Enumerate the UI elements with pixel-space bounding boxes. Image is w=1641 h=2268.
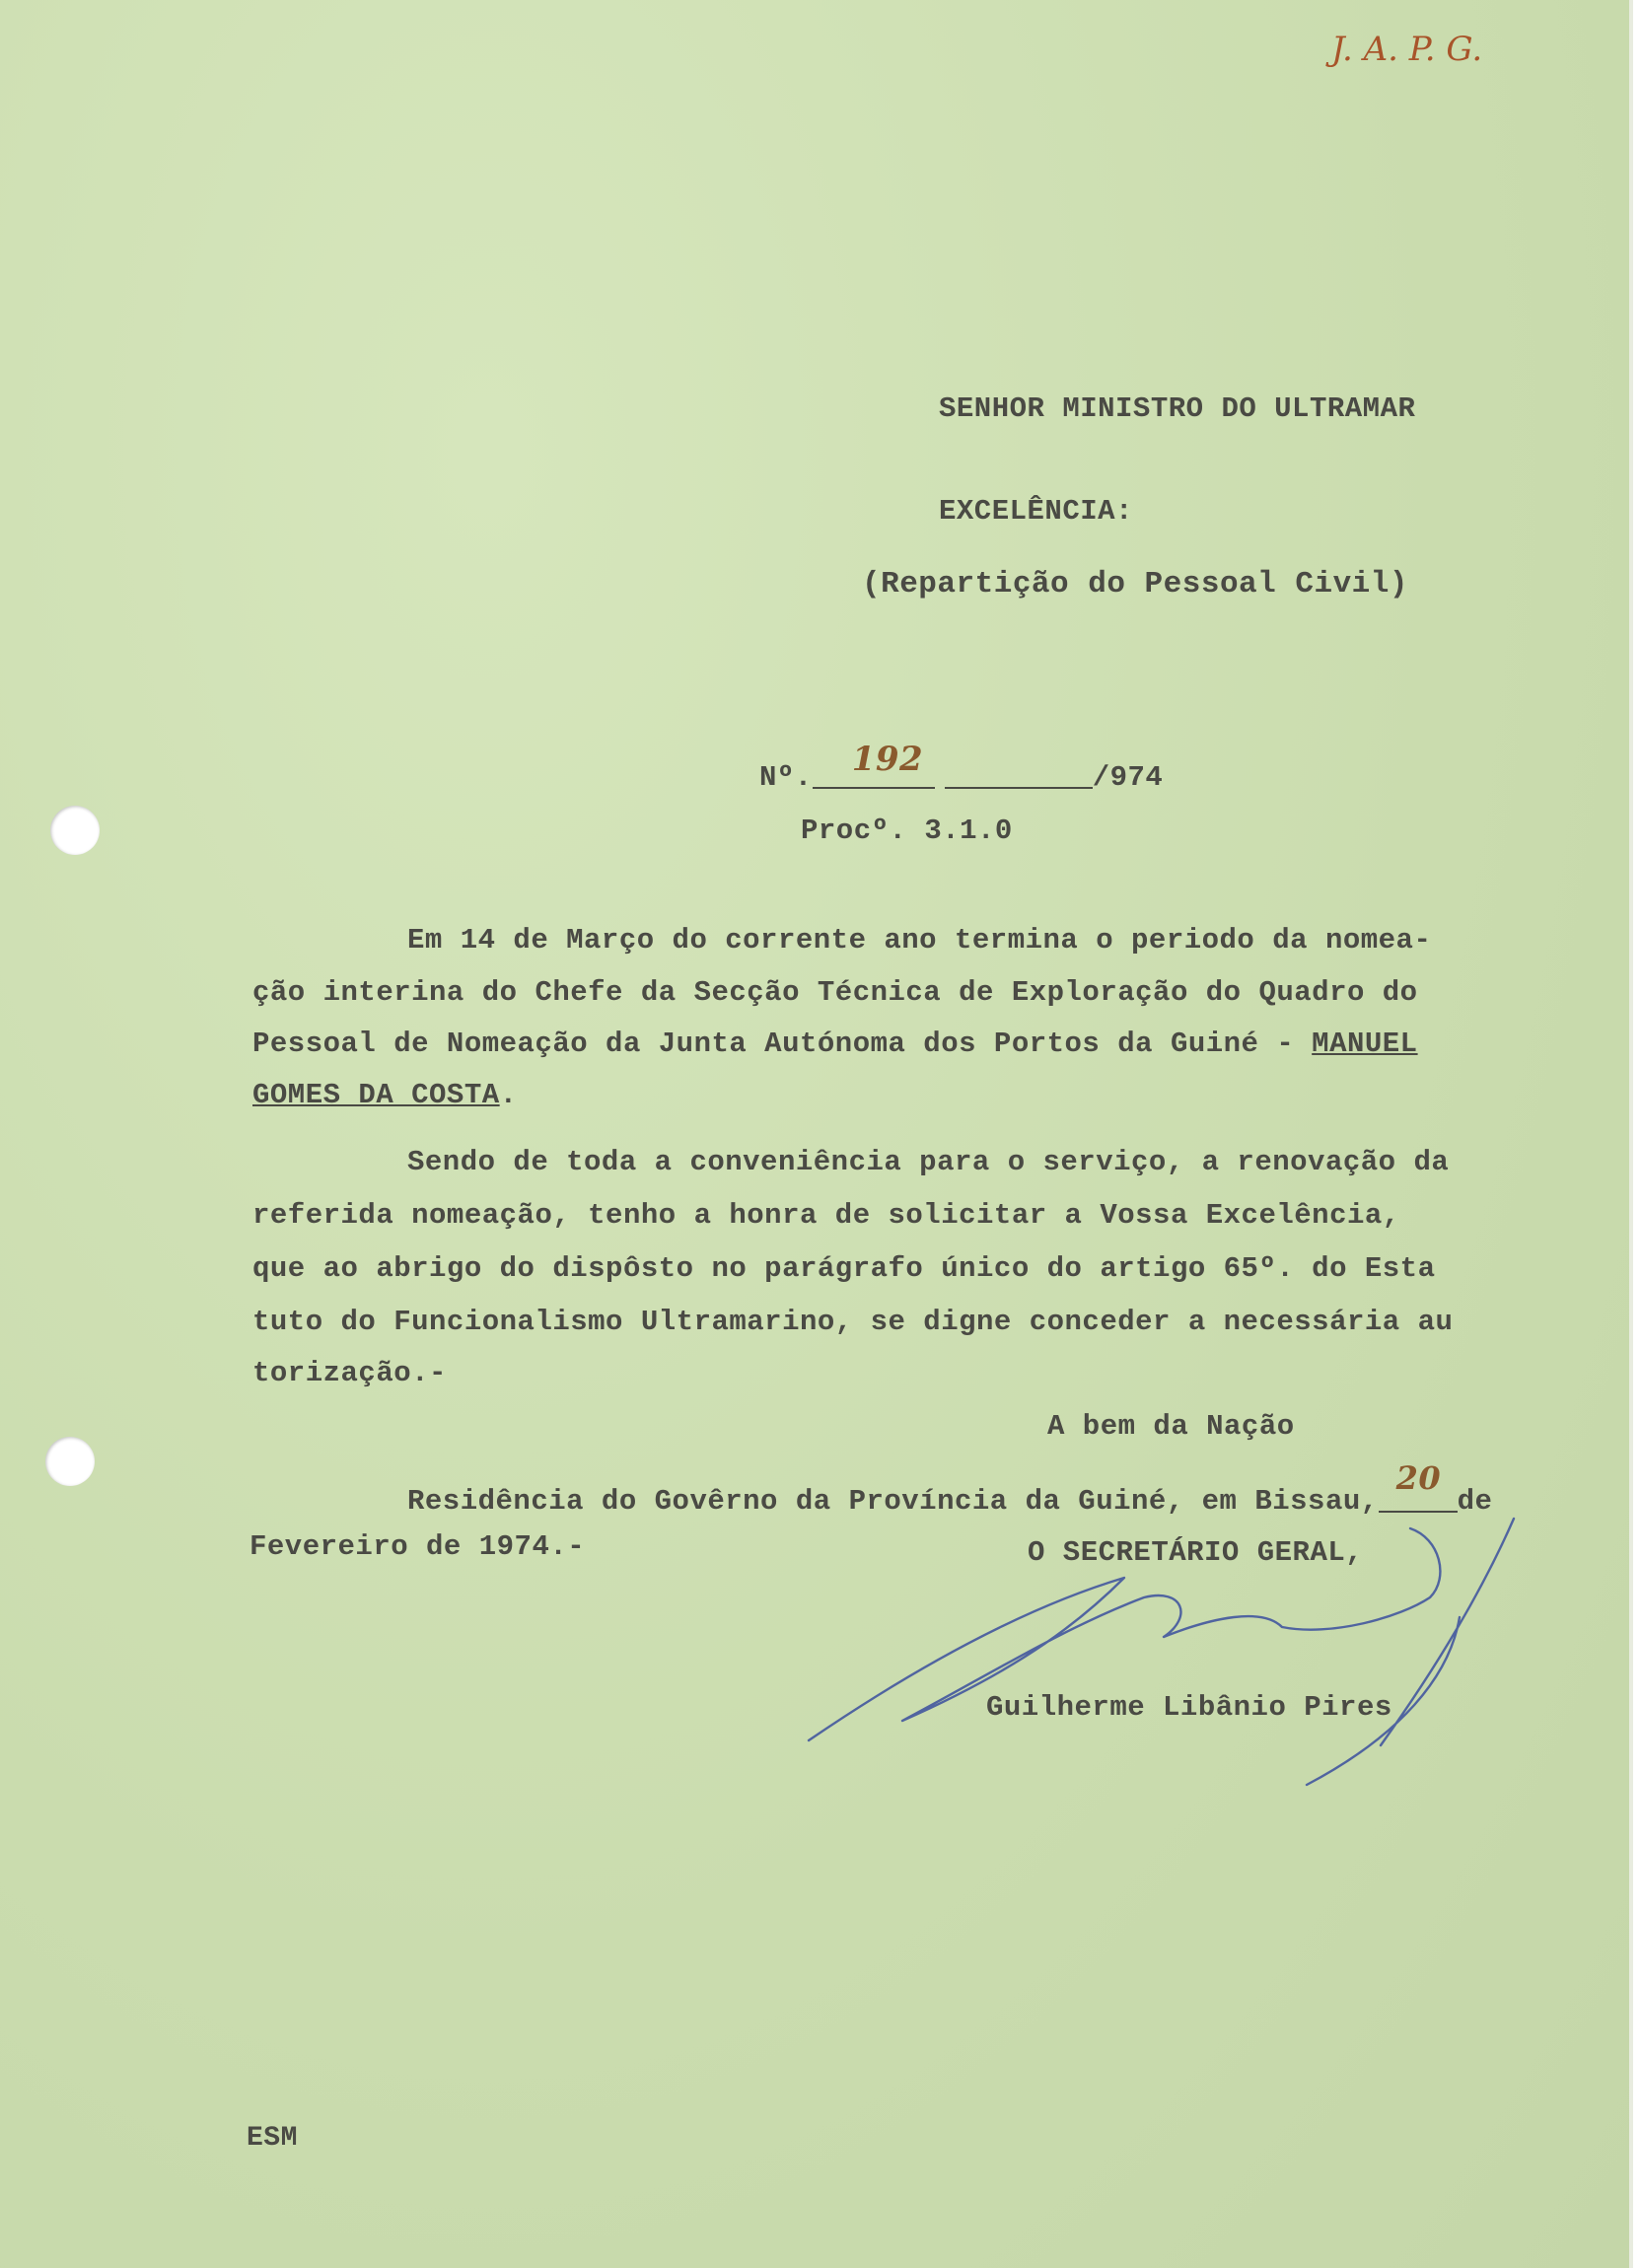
- department: (Repartição do Pessoal Civil): [862, 567, 1408, 602]
- closing-formula: A bem da Nação: [1047, 1410, 1295, 1443]
- employee-name-part1: MANUEL: [1312, 1028, 1418, 1060]
- salutation: EXCELÊNCIA:: [939, 495, 1133, 528]
- signatory-name: Guilherme Libânio Pires: [986, 1691, 1392, 1724]
- paragraph-2-line: referida nomeação, tenho a honra de solicitar a Vossa Excelência,: [252, 1199, 1400, 1232]
- process-number: Procº. 3.1.0: [801, 815, 1013, 847]
- addressee: SENHOR MINISTRO DO ULTRAMAR: [939, 392, 1416, 425]
- handwritten-day: 20: [1395, 1459, 1442, 1497]
- place-date-line: Residência do Govêrno da Província da Guiné, em Bissau, 20 de: [407, 1459, 1493, 1518]
- handwritten-number: 192: [851, 740, 924, 779]
- typist-initials: ESM: [247, 2123, 298, 2154]
- paragraph-1-line: ção interina do Chefe da Secção Técnica de Exploração do Quadro do: [252, 976, 1418, 1009]
- paragraph-2-line: Sendo de toda a conveniência para o serviço, a renovação da: [407, 1146, 1450, 1178]
- paragraph-1-line: Em 14 de Março do corrente ano termina o periodo da nomea-: [407, 924, 1432, 957]
- employee-name-part2: GOMES DA COSTA: [252, 1079, 500, 1111]
- handwritten-annotation: J. A. P. G.: [1331, 30, 1483, 69]
- date-line: Fevereiro de 1974.-: [250, 1530, 586, 1563]
- paragraph-2-line: tuto do Funcionalismo Ultramarino, se digne conceder a necessária au: [252, 1306, 1454, 1338]
- paragraph-2-line: que ao abrigo do dispôsto no parágrafo único do artigo 65º. do Esta: [252, 1252, 1436, 1285]
- reference-year: /974: [1092, 761, 1164, 794]
- paragraph-1-line: Pessoal de Nomeação da Junta Autónoma dos Portos da Guiné - MANUEL: [252, 1028, 1418, 1060]
- paragraph-1-line: GOMES DA COSTA.: [252, 1079, 518, 1111]
- signatory-title: O SECRETÁRIO GERAL,: [1028, 1536, 1364, 1569]
- paragraph-2-line: torização.-: [252, 1357, 447, 1389]
- number-prefix: Nº.: [759, 761, 813, 794]
